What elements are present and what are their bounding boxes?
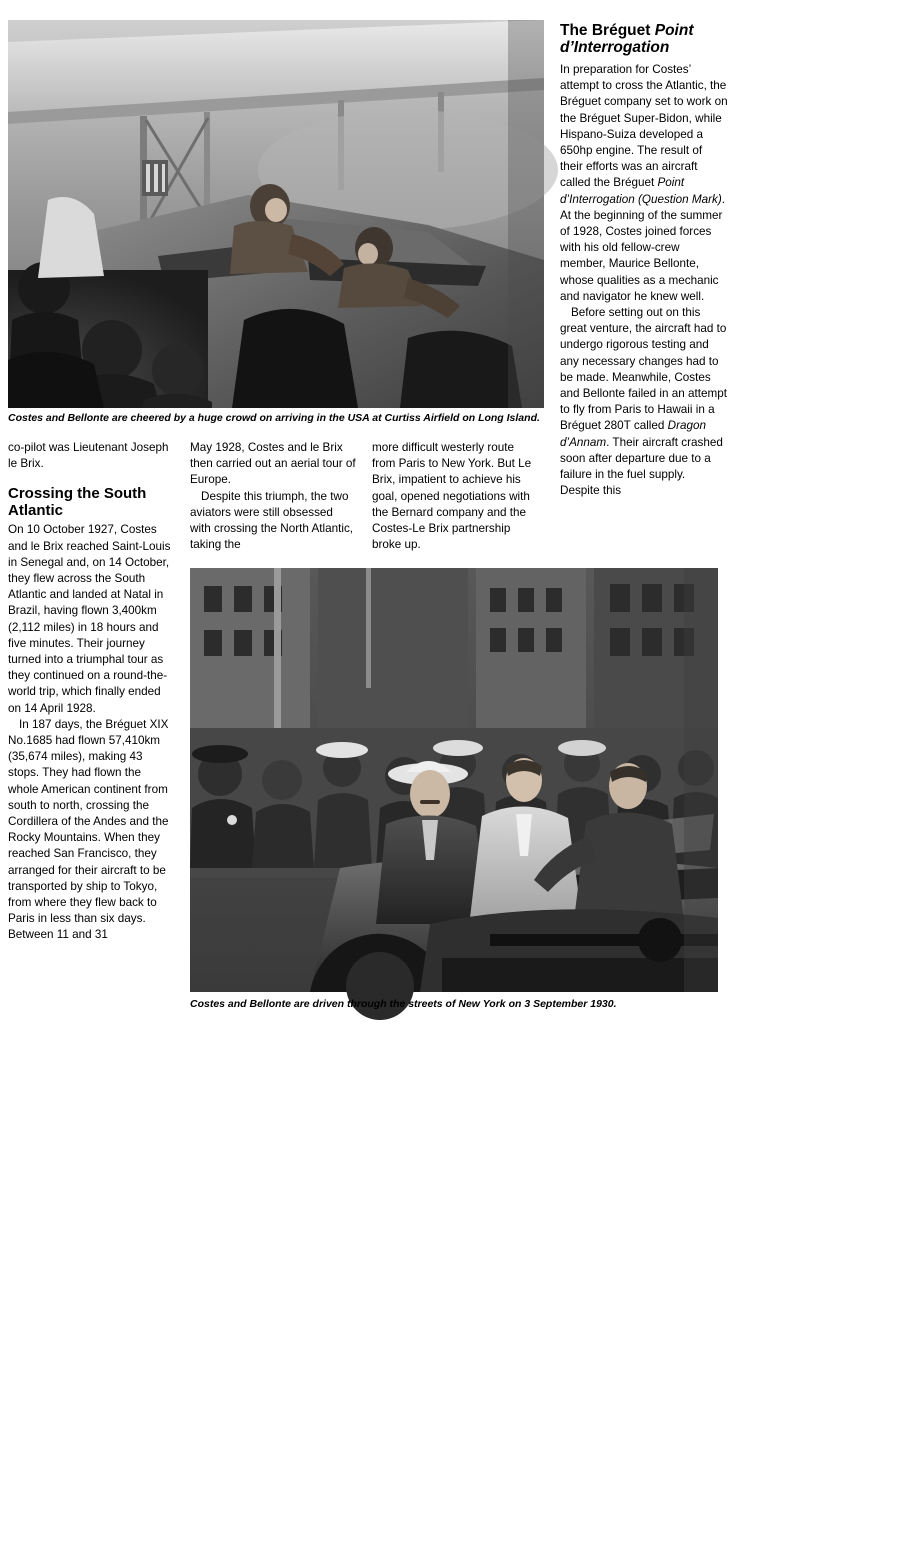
paragraph-italic: Dragon d’Annam <box>560 419 706 449</box>
article-column-2 <box>190 440 356 553</box>
column-2-body <box>190 440 356 553</box>
sidebar-body <box>560 62 728 499</box>
paragraph: co-pilot was Lieutenant Joseph le Brix. <box>8 441 169 471</box>
paragraph: May 1928, Costes and le Brix then carried out an aerial tour of Europe. <box>190 441 356 487</box>
article-column-1 <box>8 440 174 944</box>
sidebar-article-breguet <box>560 22 728 499</box>
paragraph: Despite this triumph, the two aviators were still obsessed with crossing the North Atlantic, taking the <box>190 489 354 552</box>
photo-top-illustration <box>8 20 544 408</box>
paragraph: In 187 days, the Bréguet XIX No.1685 had flown 57,410km (35,674 miles), making 43 stops. They had flown the whole American continent from south to north, crossing the Cordillera of the Andes and the Rocky Mountains. When they reached San Francisco, they arranged for their aircraft to be transported by ship to Tokyo, from where they flew back to Paris in less than six days. Between 11 and 31 <box>8 717 169 942</box>
section-heading-crossing-south-atlantic: Crossing the South Atlantic <box>8 485 147 519</box>
photo-top-credit: © Musée de l’Air et de l’Espace/Le Bourget. <box>544 289 551 420</box>
headline-italic: Point d’Interrogation <box>560 22 694 56</box>
photo-bottom-credit: © Musée de l’Air et de l’Espace/Le Bourget. <box>906 1429 913 1560</box>
photo-bottom-caption: Costes and Bellonte are driven through the streets of New York on 3 September 1930. <box>190 998 617 1010</box>
paragraph-italic: Point d’Interrogation (Question Mark) <box>560 176 722 206</box>
photo-bottom-illustration <box>190 568 718 992</box>
paragraph-text-cont: . At the beginning of the summer of 1928, Costes joined forces with his old fellow-crew member, Maurice Bellonte, whose qualities as a mechanic and navigator he knew well. <box>560 192 725 303</box>
column-1-body <box>8 522 174 943</box>
column-1-intro <box>8 440 174 472</box>
headline-normal: The Bréguet <box>560 22 655 39</box>
paragraph-text: In preparation for Costes’ attempt to cross the Atlantic, the Bréguet company set to work on the Bréguet Super-Bidon, while Hispano-Suiza developed a 650hp engine. The result of their efforts was an aircraft called the Bréguet <box>560 63 728 190</box>
page-title <box>560 22 728 56</box>
article-column-3 <box>372 440 538 553</box>
paragraph-text: Before setting out on this great venture, the aircraft had to undergo rigorous testing and any necessary changes had to be made. Meanwhile, Costes and Bellonte failed in an attempt to fly from Paris to Hawaii in a Bréguet 280T called <box>560 306 727 433</box>
paragraph: On 10 October 1927, Costes and le Brix reached Saint-Louis in Senegal and, on 14 October, they flew across the South Atlantic and landed at Natal in Brazil, having flown 3,400km (2,112 miles) in 18 hours and five minutes. Their journey turned into a triumphal tour as they continued on a round-the-world trip, which finally ended on 14 April 1928. <box>8 523 171 715</box>
photo-top-caption: Costes and Bellonte are cheered by a huge crowd on arriving in the USA at Curtiss Airfield on Long Island. <box>8 412 540 424</box>
paragraph-text-cont: . Their aircraft crashed soon after departure due to a failure in the fuel supply. Despite this <box>560 435 723 498</box>
paragraph <box>560 305 728 499</box>
paragraph: more difficult westerly route from Paris to New York. But Le Brix, impatient to achieve his goal, opened negotiations with the Bernard company and the Costes-Le Brix partnership broke up. <box>372 441 532 552</box>
column-3-body <box>372 440 538 553</box>
paragraph <box>560 62 728 305</box>
